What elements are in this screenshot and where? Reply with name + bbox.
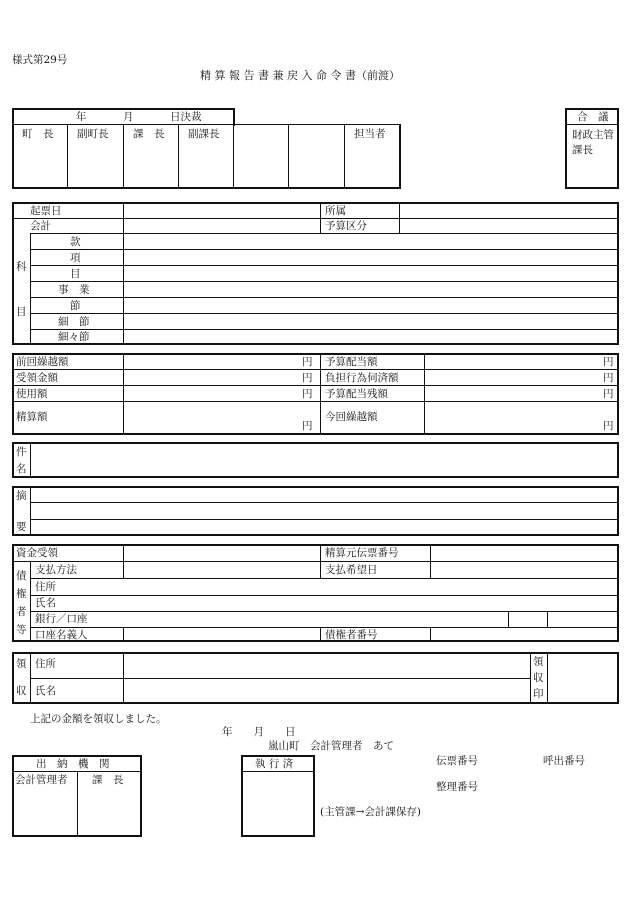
budget-allocation-label: 予算配当額 — [325, 356, 378, 368]
finance-chief-label: 財政主管課長 — [572, 129, 614, 156]
yen-6: 円 — [603, 388, 614, 400]
saisetsu-label: 細 節 — [58, 316, 90, 328]
account-holder-label: 口座名義人 — [35, 629, 88, 641]
deputy-section-chief-label: 副課長 — [188, 128, 220, 140]
receipt-name-label: 氏名 — [35, 685, 56, 697]
treasury-section-chief-label: 課 長 — [92, 774, 124, 786]
amounts-table — [12, 353, 619, 435]
approval-year: 年 — [76, 111, 87, 123]
kamoku-ka-label: 科 — [16, 261, 27, 273]
seal-char-3: 印 — [533, 688, 544, 700]
mayor-label: 町 長 — [22, 128, 54, 140]
creditor-name-label: 氏名 — [35, 597, 56, 609]
seal-char-1: 領 — [533, 656, 544, 668]
voucher-number-label: 伝票番号 — [436, 755, 478, 767]
arrangement-number-label: 整理番号 — [436, 781, 478, 793]
subject-ken: 件 — [16, 446, 27, 458]
budget-remaining-label: 予算配当残額 — [325, 388, 388, 400]
prev-carryover-label: 前回繰越額 — [16, 356, 69, 368]
yen-8: 円 — [603, 420, 614, 432]
settlement-voucher-label: 精算元伝票番号 — [325, 547, 399, 559]
setsu-label: 節 — [70, 300, 81, 312]
kan-label: 款 — [70, 236, 81, 248]
saisaisetsu-label: 細々節 — [58, 331, 90, 343]
yen-4: 円 — [603, 372, 614, 384]
received-amount-label: 受領金額 — [16, 372, 58, 384]
jigyou-label: 事 業 — [58, 284, 90, 296]
basic-info-table — [12, 202, 619, 345]
kou-label: 項 — [70, 252, 81, 264]
seal-char-2: 収 — [533, 672, 544, 684]
received-statement: 上記の金額を領収しました。 — [30, 713, 167, 725]
affiliation-label: 所属 — [325, 205, 346, 217]
receipt-shu: 収 — [16, 685, 27, 697]
subject-mei: 名 — [16, 463, 27, 475]
summary-teki: 摘 — [16, 490, 27, 502]
yen-7: 円 — [302, 420, 313, 432]
receipt-ryo: 領 — [16, 658, 27, 670]
used-amount-label: 使用額 — [16, 388, 48, 400]
treasury-title: 出 納 機 関 — [36, 758, 110, 770]
deputy-mayor-label: 副町長 — [77, 128, 109, 140]
draft-date-label: 起票日 — [30, 205, 62, 217]
fund-receipt-label: 資金受領 — [16, 547, 58, 559]
executed-label: 執 行 済 — [255, 758, 294, 770]
consultation-title: 合 議 — [577, 111, 609, 123]
creditor-address-label: 住所 — [35, 581, 56, 593]
moku-label: 目 — [70, 268, 81, 280]
creditor-char-2: 権 — [16, 588, 27, 600]
payment-date-label: 支払希望日 — [325, 564, 378, 576]
creditor-char-4: 等 — [16, 624, 27, 636]
addressee: 嵐山町 会計管理者 あて — [268, 740, 394, 752]
creditor-number-label: 債権者番号 — [325, 629, 378, 641]
call-number-label: 呼出番号 — [543, 755, 585, 767]
receipt-date: 年 月 日 — [222, 726, 296, 738]
kamoku-moku-label: 目 — [16, 306, 27, 318]
page-title: 精 算 報 告 書 兼 戻 入 命 令 書（前渡） — [200, 69, 400, 82]
creditor-char-3: 者 — [16, 606, 27, 618]
settlement-amount-label: 精算額 — [16, 411, 48, 423]
budget-category-label: 予算区分 — [325, 220, 367, 232]
this-carryover-label: 今回繰越額 — [325, 411, 378, 423]
bank-account-label: 銀行／口座 — [35, 613, 88, 625]
person-in-charge-label: 担当者 — [354, 128, 386, 140]
burden-done-label: 負担行為伺済額 — [325, 372, 399, 384]
yen-5: 円 — [302, 388, 313, 400]
accounting-manager-label: 会計管理者 — [15, 774, 68, 786]
approval-day: 日決裁 — [170, 111, 202, 123]
storage-note: (主管課→会計課保存) — [320, 806, 421, 818]
payment-method-label: 支払方法 — [35, 564, 77, 576]
yen-2: 円 — [603, 356, 614, 368]
approval-month: 月 — [123, 111, 134, 123]
accounting-label: 会計 — [30, 220, 51, 232]
summary-you: 要 — [16, 521, 27, 533]
summary-box — [12, 486, 619, 536]
form-number: 様式第29号 — [12, 54, 68, 66]
receipt-address-label: 住所 — [35, 658, 56, 670]
yen-3: 円 — [302, 372, 313, 384]
yen-1: 円 — [302, 356, 313, 368]
creditor-char-1: 債 — [16, 570, 27, 582]
section-chief-label: 課 長 — [133, 128, 165, 140]
subject-box — [12, 442, 619, 478]
